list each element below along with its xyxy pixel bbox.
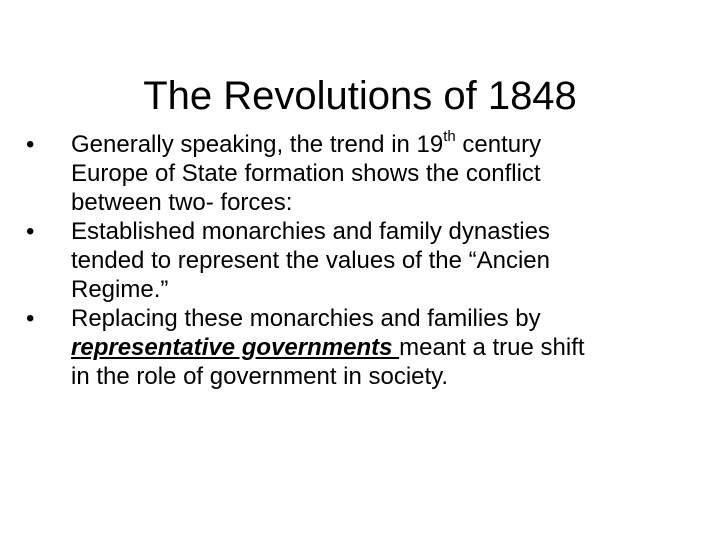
bullet-line: Regime.” — [71, 276, 169, 303]
bullet-marker: • — [26, 131, 35, 158]
emphasized-term: representative governments — [71, 334, 400, 361]
bullet-line: Europe of State formation shows the conflict — [71, 160, 541, 187]
bullet-line: between two- forces: — [71, 189, 293, 216]
slide-title: The Revolutions of 1848 — [143, 74, 577, 118]
bullet-text: Generally speaking, the trend in 19 — [71, 131, 444, 158]
bullet-line: Established monarchies and family dynasties — [71, 218, 550, 245]
bullet-marker: • — [26, 305, 35, 332]
bullet-text: meant a true shift — [399, 334, 585, 361]
bullet-line — [71, 333, 706, 362]
bullet-line — [71, 130, 706, 159]
bullet-item — [26, 304, 706, 391]
bullet-item — [26, 217, 706, 304]
ordinal-suffix: th — [443, 128, 456, 145]
bullet-item — [26, 130, 706, 217]
bullet-list — [26, 130, 706, 391]
bullet-marker: • — [26, 218, 35, 245]
bullet-text: century — [455, 131, 542, 158]
bullet-line: in the role of government in society. — [71, 363, 449, 390]
bullet-line: tended to represent the values of the “Ancien — [71, 247, 550, 274]
bullet-line: Replacing these monarchies and families by — [71, 305, 541, 332]
